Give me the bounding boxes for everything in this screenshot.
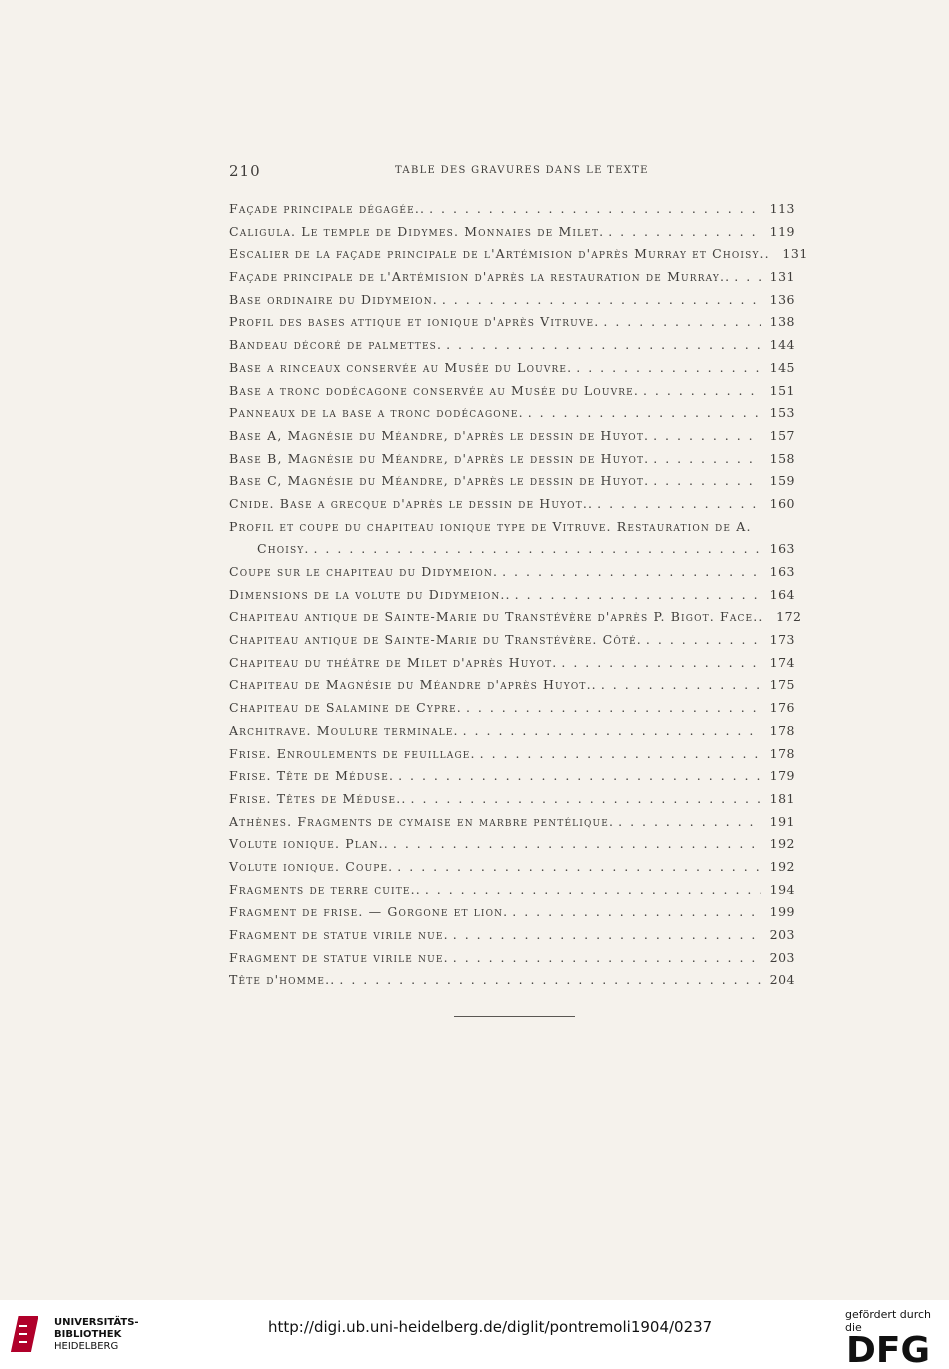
library-name-line1: UNIVERSITÄTS-: [54, 1317, 139, 1328]
entry-page-number: 159: [769, 473, 795, 489]
list-item: [229, 811, 795, 834]
list-item: [229, 425, 795, 448]
dot-leader: [429, 198, 761, 221]
list-item: [229, 584, 795, 607]
entry-title: Fragment de statue virile nue.: [229, 949, 449, 965]
entry-page-number: 160: [769, 495, 795, 511]
entry-title: Cnide. Base a grecque d'après le dessin de Huyot..: [229, 495, 594, 511]
dot-leader: [601, 674, 761, 697]
entry-page-number: 158: [769, 450, 795, 466]
entry-title: Volute ionique. Coupe.: [229, 858, 394, 874]
entry-title: Chapiteau antique de Sainte-Marie du Transtévère. Côté.: [229, 632, 642, 648]
entry-page-number: 175: [769, 677, 795, 693]
list-item: [229, 697, 795, 720]
list-item: [229, 674, 795, 697]
entry-page-number: 144: [769, 337, 795, 353]
library-name-line3: HEIDELBERG: [54, 1341, 119, 1352]
list-item: [229, 743, 795, 766]
entry-page-number: 145: [769, 359, 795, 375]
dot-leader: [576, 357, 761, 380]
entry-page-number: 194: [769, 881, 795, 897]
list-item: [229, 652, 795, 675]
entry-page-number: 153: [769, 405, 795, 421]
list-item: [229, 380, 795, 403]
list-item: [229, 311, 795, 334]
list-item: [229, 788, 795, 811]
entry-title: Panneaux de la base a tronc dodécagone.: [229, 405, 524, 421]
entry-page-number: 136: [769, 291, 795, 307]
sponsor-label: gefördert durch die: [845, 1308, 932, 1334]
entry-title: Façade principale de l'Artémision d'après la restauration de Murray..: [229, 269, 731, 285]
entry-title: Base B, Magnésie du Méandre, d'après le dessin de Huyot.: [229, 450, 650, 466]
dfg-logo-icon: [846, 1330, 938, 1366]
list-item: [229, 856, 795, 879]
dot-leader: [502, 561, 761, 584]
dot-leader: [339, 969, 761, 992]
entry-title: Base A, Magnésie du Méandre, d'après le dessin de Huyot.: [229, 427, 650, 443]
entry-title: Base a tronc dodécagone conservée au Musée du Louvre.: [229, 382, 639, 398]
entry-title: Escalier de la façade principale de l'Artémision d'après Murray et Choisy..: [229, 246, 770, 262]
entry-page-number: 181: [769, 790, 795, 806]
entry-page-number: 174: [769, 654, 795, 670]
dot-leader: [480, 743, 761, 766]
entry-title: Tête d'homme..: [229, 972, 336, 988]
dot-leader: [463, 720, 761, 743]
entry-title: Coupe sur le chapiteau du Didymeion.: [229, 564, 499, 579]
dot-leader: [453, 947, 761, 970]
entry-page-number: 131: [782, 246, 808, 262]
entry-page-number: 163: [769, 564, 795, 579]
list-item: [229, 334, 795, 357]
entry-page-number: 179: [769, 768, 795, 784]
footer-bar: [0, 1300, 949, 1369]
entry-page-number: 151: [769, 382, 795, 398]
list-item: [229, 402, 795, 425]
entry-title: Choisy.: [257, 541, 310, 557]
entry-title: Volute ionique. Plan..: [229, 836, 389, 852]
dot-leader: [398, 765, 761, 788]
entry-page-number: 172: [776, 609, 802, 625]
dot-leader: [425, 879, 761, 902]
list-item: [229, 606, 802, 629]
list-item: [229, 924, 795, 947]
list-item: [229, 448, 795, 471]
list-item: [229, 289, 795, 312]
dot-leader: [446, 334, 761, 357]
list-item: [229, 901, 795, 924]
entry-title: Chapiteau du théâtre de Milet d'après Huyot.: [229, 654, 558, 670]
entry-page-number: 203: [769, 927, 795, 942]
university-library-logo-icon: [10, 1314, 38, 1354]
dot-leader: [603, 311, 761, 334]
entry-page-number: 192: [769, 858, 795, 874]
dot-leader: [528, 402, 761, 425]
dot-leader: [313, 538, 761, 561]
dot-leader: [512, 901, 761, 924]
entry-title: Fragments de terre cuite..: [229, 881, 421, 897]
library-name-line2: BIBLIOTHEK: [54, 1329, 122, 1340]
dot-leader: [515, 584, 761, 607]
entry-title: Bandeau décoré de palmettes.: [229, 337, 443, 353]
page-number: 210: [229, 162, 261, 180]
dot-leader: [442, 289, 761, 312]
entry-title: Frise. Têtes de Méduse..: [229, 790, 407, 806]
permalink-url[interactable]: http://digi.ub.uni-heidelberg.de/diglit/pontremoli1904/0237: [268, 1318, 713, 1336]
entry-title: Façade principale dégagée..: [229, 201, 426, 216]
list-item: [229, 833, 795, 856]
entry-title: Caligula. Le temple de Didymes. Monnaies de Milet.: [229, 223, 605, 239]
entry-page-number: 131: [769, 269, 795, 285]
list-item: [229, 561, 795, 584]
entry-title: Profil des bases attique et ionique d'après Vitruve.: [229, 314, 600, 330]
entry-title: Fragment de frise. — Gorgone et lion.: [229, 904, 509, 920]
entry-title: Chapiteau antique de Sainte-Marie du Transtévère d'après P. Bigot. Face..: [229, 609, 764, 625]
end-rule: [454, 1016, 575, 1017]
dot-leader: [653, 425, 761, 448]
entry-title: Profil et coupe du chapiteau ionique type de Vitruve. Restauration de A.: [229, 518, 752, 534]
entry-page-number: 192: [769, 836, 795, 852]
dot-leader: [646, 629, 761, 652]
entry-title: Frise. Tête de Méduse.: [229, 768, 395, 784]
list-item: [229, 243, 808, 266]
entry-title: Fragment de statue virile nue.: [229, 927, 449, 942]
entry-title: Base a rinceaux conservée au Musée du Louvre.: [229, 359, 573, 375]
entry-page-number: 164: [769, 586, 795, 602]
entry-page-number: 178: [769, 722, 795, 738]
entry-title: Athènes. Fragments de cymaise en marbre pentélique.: [229, 813, 615, 829]
library-name: [54, 1317, 139, 1353]
dot-leader: [643, 380, 761, 403]
entry-page-number: 138: [769, 314, 795, 330]
dot-leader: [734, 266, 761, 289]
entry-title: Architrave. Moulure terminale.: [229, 722, 459, 738]
entry-page-number: 119: [769, 223, 795, 239]
dot-leader: [608, 221, 761, 244]
list-item: [229, 969, 795, 992]
list-item: [229, 470, 795, 493]
entry-page-number: 157: [769, 427, 795, 443]
entry-title: Frise. Enroulements de feuillage.: [229, 745, 476, 761]
list-item: [229, 538, 795, 561]
dot-leader: [397, 856, 761, 879]
dot-leader: [393, 833, 761, 856]
entry-title: Chapiteau de Salamine de Cypre.: [229, 700, 462, 716]
dot-leader: [597, 493, 761, 516]
running-title: TABLE DES GRAVURES DANS LE TEXTE: [395, 165, 649, 176]
entry-page-number: 204: [769, 972, 795, 988]
entry-page-number: 113: [769, 201, 795, 216]
dfg-logo-text: DFG: [846, 1330, 931, 1366]
entry-page-number: 163: [769, 541, 795, 557]
list-item: [229, 765, 795, 788]
dot-leader: [653, 470, 761, 493]
list-item: [229, 516, 795, 539]
dot-leader: [618, 811, 761, 834]
entry-page-number: 178: [769, 745, 795, 761]
entry-page-number: 203: [769, 949, 795, 965]
entry-page-number: 199: [769, 904, 795, 920]
list-item: [229, 357, 795, 380]
dot-leader: [653, 448, 761, 471]
entry-page-number: 176: [769, 700, 795, 716]
entry-title: Dimensions de la volute du Didymeion..: [229, 586, 511, 602]
entry-title: Chapiteau de Magnésie du Méandre d'après Huyot..: [229, 677, 597, 693]
dot-leader: [453, 924, 761, 947]
list-item: [229, 198, 795, 221]
entry-title: Base C, Magnésie du Méandre, d'après le dessin de Huyot.: [229, 473, 650, 489]
list-item: [229, 266, 795, 289]
entry-title: Base ordinaire du Didymeion.: [229, 291, 438, 307]
dot-leader: [411, 788, 761, 811]
list-item: [229, 720, 795, 743]
entry-page-number: 191: [769, 813, 795, 829]
dot-leader: [466, 697, 761, 720]
dot-leader: [561, 652, 761, 675]
list-item: [229, 947, 795, 970]
list-item: [229, 879, 795, 902]
list-item: [229, 493, 795, 516]
figure-list: [229, 198, 808, 992]
list-item: [229, 629, 795, 652]
list-item: [229, 221, 795, 244]
entry-page-number: 173: [769, 632, 795, 648]
